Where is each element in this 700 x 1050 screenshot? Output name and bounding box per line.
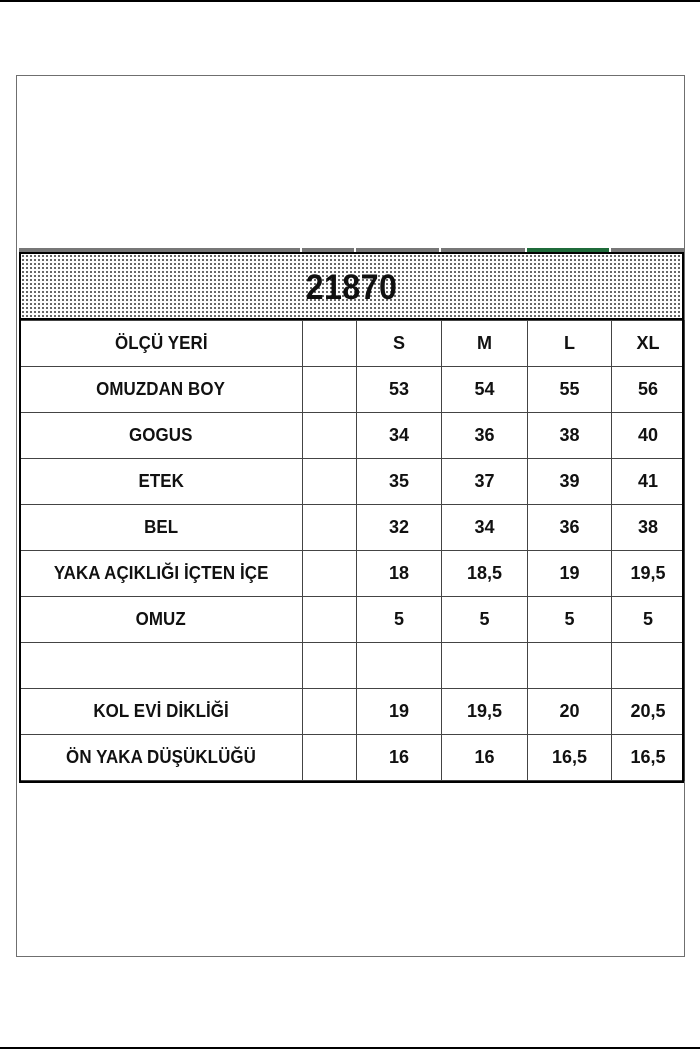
table-cell: 55 xyxy=(528,367,612,413)
table-cell: 36 xyxy=(442,413,528,459)
table-cell: 34 xyxy=(357,413,442,459)
spacer-cell xyxy=(303,689,357,735)
column-header-size: M xyxy=(442,321,528,367)
table-cell: 5 xyxy=(442,597,528,643)
spacer-cell xyxy=(303,597,357,643)
column-header-size: L xyxy=(528,321,612,367)
table-row xyxy=(20,413,685,459)
table-cell: 39 xyxy=(528,459,612,505)
table-header-row xyxy=(20,321,685,367)
table-cell: 19 xyxy=(528,551,612,597)
table-cell: 38 xyxy=(528,413,612,459)
size-table xyxy=(19,320,685,781)
table-cell: 41 xyxy=(612,459,685,505)
table-cell: 34 xyxy=(442,505,528,551)
row-label: KOL EVİ DİKLİĞİ xyxy=(20,689,303,735)
table-row xyxy=(20,505,685,551)
table-cell: 5 xyxy=(528,597,612,643)
table-cell: 16 xyxy=(357,735,442,781)
table-cell: 16 xyxy=(442,735,528,781)
table-cell: 20,5 xyxy=(612,689,685,735)
table-cell xyxy=(528,643,612,689)
row-label: ETEK xyxy=(20,459,303,505)
row-label: YAKA AÇIKLIĞI İÇTEN İÇE xyxy=(20,551,303,597)
table-cell: 35 xyxy=(357,459,442,505)
row-label: GOGUS xyxy=(20,413,303,459)
row-label xyxy=(20,643,303,689)
spacer-cell xyxy=(303,367,357,413)
table-cell: 20 xyxy=(528,689,612,735)
table-cell: 19,5 xyxy=(612,551,685,597)
table-cell: 5 xyxy=(612,597,685,643)
product-code-title: 21870 xyxy=(305,268,398,307)
table-cell: 18 xyxy=(357,551,442,597)
column-header-size: S xyxy=(357,321,442,367)
table-row xyxy=(20,459,685,505)
row-label: OMUZDAN BOY xyxy=(20,367,303,413)
table-row xyxy=(20,597,685,643)
table-cell: 38 xyxy=(612,505,685,551)
table-cell: 5 xyxy=(357,597,442,643)
table-cell: 19,5 xyxy=(442,689,528,735)
table-cell xyxy=(357,643,442,689)
spacer-cell xyxy=(303,459,357,505)
column-header-blank xyxy=(303,321,357,367)
row-label: ÖN YAKA DÜŞÜKLÜĞÜ xyxy=(20,735,303,781)
page-top-rule xyxy=(0,0,700,2)
row-label: OMUZ xyxy=(20,597,303,643)
spacer-cell xyxy=(303,413,357,459)
page-bottom-rule xyxy=(0,1047,700,1049)
spacer-cell xyxy=(303,643,357,689)
column-header-measure: ÖLÇÜ YERİ xyxy=(20,321,303,367)
table-row xyxy=(20,551,685,597)
table-cell: 19 xyxy=(357,689,442,735)
table-cell: 36 xyxy=(528,505,612,551)
table-cell: 40 xyxy=(612,413,685,459)
table-cell: 18,5 xyxy=(442,551,528,597)
table-row-empty xyxy=(20,643,685,689)
table-cell: 56 xyxy=(612,367,685,413)
spacer-cell xyxy=(303,551,357,597)
table-row xyxy=(20,367,685,413)
table-cell: 16,5 xyxy=(528,735,612,781)
table-cell: 54 xyxy=(442,367,528,413)
table-cell xyxy=(612,643,685,689)
table-row xyxy=(20,735,685,781)
table-row xyxy=(20,689,685,735)
title-band xyxy=(19,252,684,321)
table-cell xyxy=(442,643,528,689)
table-cell: 53 xyxy=(357,367,442,413)
table-cell: 16,5 xyxy=(612,735,685,781)
spacer-cell xyxy=(303,735,357,781)
column-header-size: XL xyxy=(612,321,685,367)
row-label: BEL xyxy=(20,505,303,551)
table-cell: 32 xyxy=(357,505,442,551)
table-cell: 37 xyxy=(442,459,528,505)
spacer-cell xyxy=(303,505,357,551)
